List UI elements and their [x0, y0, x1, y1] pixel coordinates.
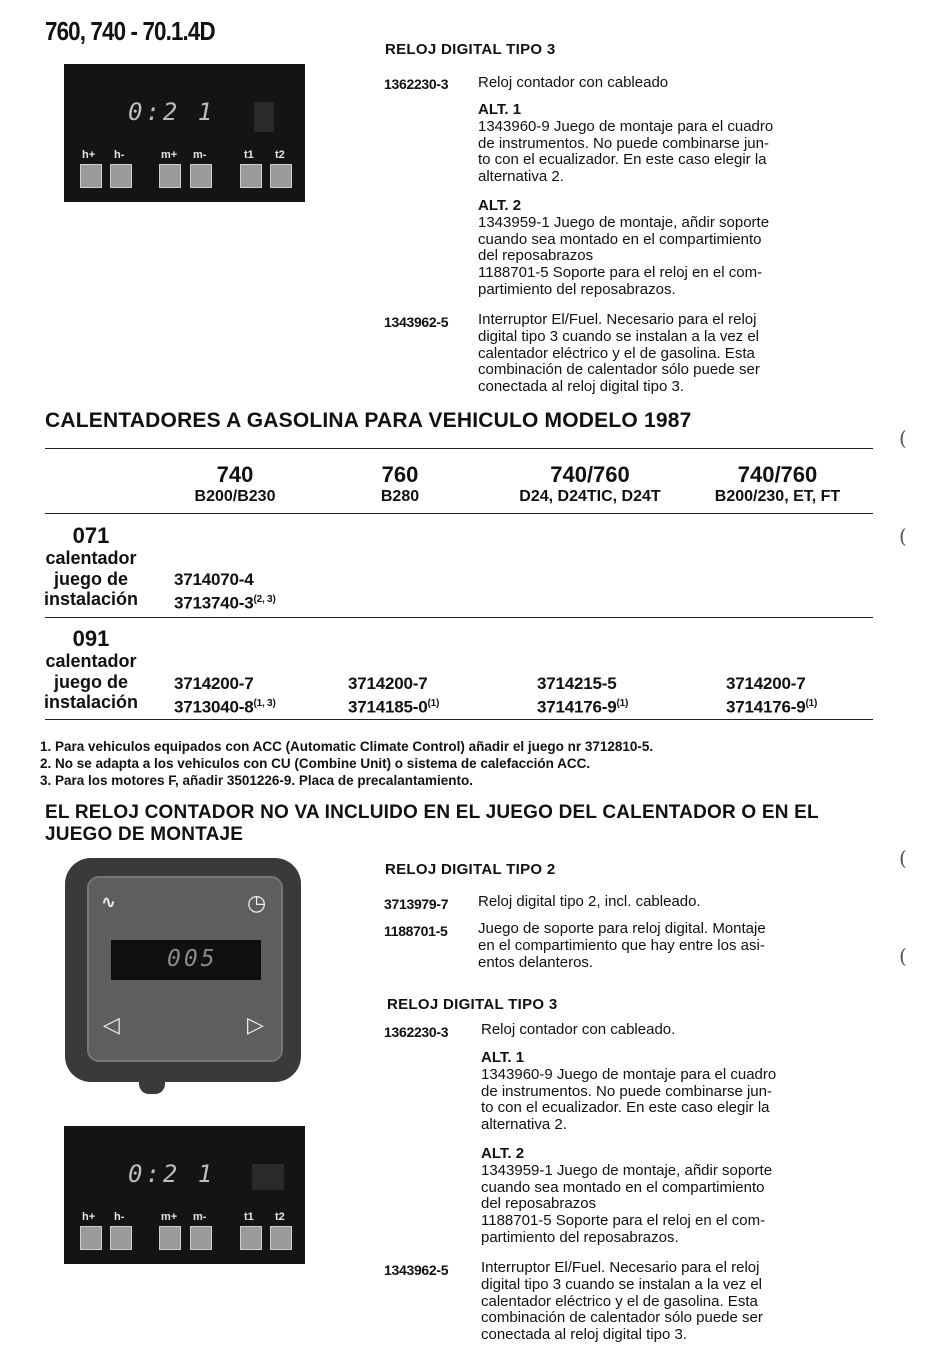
button-label: t1 [244, 1211, 254, 1223]
column-header: 740/760 D24, D24TIC, D24T [519, 462, 661, 505]
part-number: 3713979-7 [384, 896, 449, 912]
clock-button [270, 164, 292, 188]
square-clock-image [65, 858, 301, 1082]
table-row-label: 071 calentador juego de instalación [43, 523, 139, 609]
clock-button [110, 164, 132, 188]
alternative-2: ALT. 2 1343959-1 Juego de montaje, añdir soporte cuando sea montado en el compartimiento del reposabrazos 1188701-5 Soporte para el reloj en el com- partimiento del reposabrazos. [478, 197, 770, 298]
part-number: 1343962-5 [384, 314, 449, 330]
part-description: Juego de soporte para reloj digital. Montaje en el compartimiento que hay entre los asi- entos delanteros. [478, 920, 766, 971]
row-rule [45, 617, 873, 618]
clock-display: 0:2 1 [128, 1160, 216, 1188]
clock-panel-image-bottom [64, 1126, 305, 1264]
clock-button [110, 1226, 132, 1250]
alt-title: ALT. 2 [481, 1145, 525, 1162]
table-cell: 3714215-5 3714176-9$^{(1)}$ [537, 674, 629, 717]
footnote: 1. Para vehiculos equipados con ACC (Automatic Climate Control) añadir el juego nr 3712810-5. [40, 739, 654, 754]
alternative-2: ALT. 2 1343959-1 Juego de montaje, añdir soporte cuando sea montado en el compartimiento del reposabrazos 1188701-5 Soporte para el reloj en el com- partimiento del reposabrazos. [481, 1145, 773, 1246]
button-label: m+ [161, 1211, 178, 1223]
binder-mark: ( [899, 944, 907, 968]
part-description: Reloj digital tipo 2, incl. cableado. [478, 893, 701, 910]
part-number: 1362230-3 [384, 1024, 449, 1040]
button-label: h+ [82, 149, 96, 161]
left-arrow-icon: ◁ [103, 1012, 120, 1037]
part-description: Interruptor El/Fuel. Necesario para el reloj digital tipo 3 cuando se instalan a la vez el calentador eléctrico y el de gasolina. Esta combinación de calentador sólo puede ser conectada al reloj digital tipo 3. [481, 1259, 763, 1344]
alternative-1: ALT. 1 1343960-9 Juego de montaje para el cuadro de instrumentos. No puede combinarse jun- to con el ecualizador. En este caso elegir la alternativa 2. [478, 101, 774, 186]
clock-panel-image-top [64, 64, 305, 202]
table-top-rule [45, 448, 873, 449]
binder-mark: ( [899, 846, 907, 870]
alt-title: ALT. 1 [481, 1049, 525, 1066]
part-number: 1343962-5 [384, 1262, 449, 1278]
button-label: m- [193, 1211, 207, 1223]
clock-icon: ◷ [247, 890, 267, 915]
clock-button [270, 1226, 292, 1250]
clock-button [240, 164, 262, 188]
button-label: t1 [244, 149, 254, 161]
binder-mark: ( [899, 426, 907, 450]
clock-button [190, 164, 212, 188]
footnote: 3. Para los motores F, añadir 3501226-9. Placa de precalantamiento. [40, 773, 473, 788]
part-number: 1188701-5 [384, 923, 448, 939]
right-arrow-icon: ▷ [247, 1012, 264, 1037]
table-row-label: 091 calentador juego de instalación [43, 626, 139, 712]
part-number: 1362230-3 [384, 76, 449, 92]
heaters-title: CALENTADORES A GASOLINA PARA VEHICULO MODELO 1987 [45, 409, 692, 432]
page-heading: 760, 740 - 70.1.4D [45, 16, 215, 46]
clock-button [80, 164, 102, 188]
column-header: 740 B200/B230 [194, 462, 276, 505]
table-cell: 3714200-7 3714176-9$^{(1)}$ [726, 674, 818, 717]
clock-button [159, 1226, 181, 1250]
clock-button [159, 164, 181, 188]
alt-title: ALT. 1 [478, 101, 522, 118]
clock-button [240, 1226, 262, 1250]
table-bottom-rule [45, 719, 873, 720]
binder-mark: ( [899, 524, 907, 548]
column-header: 740/760 B200/230, ET, FT [714, 462, 841, 505]
section-title: RELOJ DIGITAL TIPO 3 [385, 41, 556, 58]
footnotes [40, 738, 653, 789]
part-description: Reloj contador con cableado. [481, 1021, 676, 1038]
button-label: m+ [161, 149, 178, 161]
part-description: Reloj contador con cableado [478, 74, 669, 91]
notice-heading: EL RELOJ CONTADOR NO VA INCLUIDO EN EL JUEGO DEL CALENTADOR O EN EL JUEGO DE MONTAJE [45, 802, 819, 845]
table-cell: 3714070-4 3713740-3$^{(2, 3)}$ [174, 570, 276, 613]
button-label: h- [114, 149, 125, 161]
section-title: RELOJ DIGITAL TIPO 2 [385, 861, 556, 878]
button-label: t2 [275, 149, 285, 161]
table-cell: 3714200-7 3713040-8$^{(1, 3)}$ [174, 674, 276, 717]
button-label: h- [114, 1211, 125, 1223]
header-rule [45, 513, 873, 514]
clock-button [80, 1226, 102, 1250]
part-description: Interruptor El/Fuel. Necesario para el reloj digital tipo 3 cuando se instalan a la vez el calentador eléctrico y el de gasolina. Esta combinación de calentador sólo puede ser conectada al reloj digital tipo 3. [478, 311, 760, 396]
column-header: 760 B280 [380, 462, 420, 505]
alt-title: ALT. 2 [478, 197, 522, 214]
alternative-1: ALT. 1 1343960-9 Juego de montaje para el cuadro de instrumentos. No puede combinarse jun- to con el ecualizador. En este caso elegir la alternativa 2. [481, 1049, 777, 1134]
heater-icon: ∿ [101, 892, 117, 912]
button-label: h+ [82, 1211, 96, 1223]
footnote: 2. No se adapta a los vehiculos con CU (Combine Unit) o sistema de calefacción ACC. [40, 756, 591, 771]
table-cell: 3714200-7 3714185-0$^{(1)}$ [348, 674, 440, 717]
button-label: m- [193, 149, 207, 161]
section-title: RELOJ DIGITAL TIPO 3 [387, 996, 558, 1013]
clock-display: 005 [167, 946, 218, 972]
button-label: t2 [275, 1211, 285, 1223]
clock-display: 0:2 1 [128, 98, 216, 126]
clock-button [190, 1226, 212, 1250]
